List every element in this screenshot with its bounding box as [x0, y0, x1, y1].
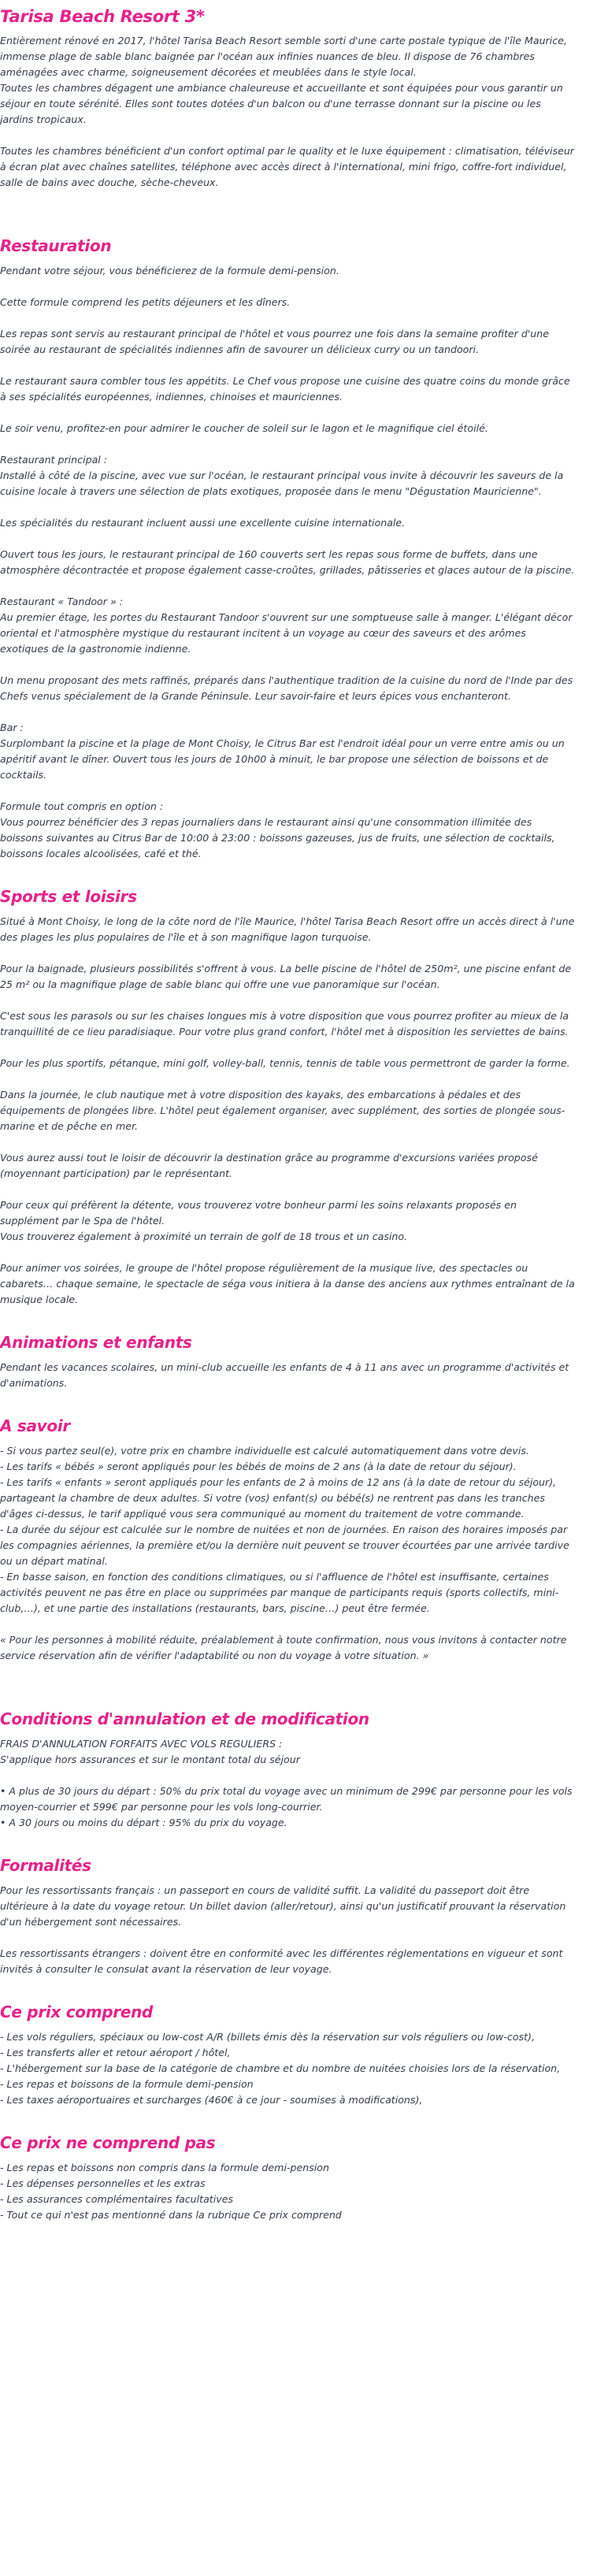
- savoir-section: [0, 1415, 575, 1664]
- restauration-paragraph: Les repas sont servis au restaurant principal de l'hôtel et vous pourrez une fois dans la semaine profiter d'une soirée au restaurant de spécialités indiennes afin de savourer un délicieux curry ou un tandoori.: [0, 328, 549, 355]
- sports-paragraph: Pour les plus sportifs, pétanque, mini golf, volley-ball, tennis, tennis de table vous permettront de garder la forme.: [0, 1057, 570, 1069]
- savoir-mobility-note: « Pour les personnes à mobilité réduite, préalablement à toute confirmation, nous vous invitons à contacter notre service réservation afin de vérifier l'adaptabilité ou non du voyage à votre situation. »: [0, 1634, 567, 1661]
- conditions-intro: FRAIS D'ANNULATION FORFAITS AVEC VOLS REGULIERS : S'applique hors assurances et sur le montant total du séjour: [0, 1738, 300, 1765]
- hotel-section: [0, 5, 575, 191]
- restauration-paragraph: Restaurant « Tandoor » : Au premier étage, les portes du Restaurant Tandoor s'ouvrent sur une somptueuse salle à manger. L'élégant décor oriental et l'atmosphère mystique du restaurant incitent à un voyage au cœur des saveurs et des arômes exotiques de la gastronomie indienne.: [0, 596, 573, 655]
- formalites-paragraph: Pour les ressortissants français : un passeport en cours de validité suffit. La validité du passeport doit être ultérieure à la date du voyage retour. Un billet davion (aller/retour), ainsi qu'un justificatif prouvant la réservation d'un hébergement sont nécessaires.: [0, 1884, 566, 1928]
- comprend-title: Ce prix comprend: [0, 2003, 154, 2021]
- restauration-paragraph: Restaurant principal : Installé à côté de la piscine, avec vue sur l'océan, le restaurant principal vous invite à découvrir les saveurs de la cuisine locale à travers une sélection de plats exotiques, proposée dans le menu "Dégustation Mauricienne".: [0, 454, 564, 497]
- conditions-list: • A plus de 30 jours du départ : 50% du prix total du voyage avec un minimum de 299€ par personne pour les vols moyen-courrier et 599€ par personne pour les vols long-courrier. • A 30 jours ou moins du départ : 95% du prix du voyage.: [0, 1785, 573, 1828]
- restauration-paragraph: Le soir venu, profitez-en pour admirer le coucher de soleil sur le lagon et le magnifique ciel étoilé.: [0, 422, 488, 434]
- ne-comprend-list: - Les repas et boissons non compris dans la formule demi-pension - Les dépenses personnelles et les extras - Les assurances complémentaires facultatives - Tout ce qui n'est pas mentionné dans la rubrique Ce prix comprend: [0, 2162, 342, 2221]
- sports-title: Sports et loisirs: [0, 887, 137, 906]
- sports-paragraph: Pour animer vos soirées, le groupe de l'hôtel propose régulièrement de la musique live, des spectacles ou cabarets… chaque semaine, le spectacle de séga vous initiera à la danse des anciens aux rythmes entraînant de la musique locale.: [0, 1262, 575, 1305]
- restauration-paragraph: Pendant votre séjour, vous bénéficierez de la formule demi-pension.: [0, 265, 339, 277]
- restauration-paragraph: Formule tout compris en option : Vous pourrez bénéficier des 3 repas journaliers dans le restaurant ainsi qu'une consommation illimitée des boissons suivantes au Citrus Bar de 10:00 à 23:00 : boissons gazeuses, jus de fruits, une sélection de cocktails, boissons locales alcoolisées, café et thé.: [0, 800, 555, 859]
- comprend-section: [0, 2001, 575, 2108]
- savoir-list: - Si vous partez seul(e), votre prix en chambre individuelle est calculé automatiquement dans votre devis. - Les tarifs « bébés » seront appliqués pour les bébés de moins de 2 ans (à la date de retour du séjour). - Les tarifs « enfants » seront appliqués pour les enfants de 2 à moins de 12 ans (à la date de retour du séjour), partageant la chambre de deux adultes. Si votre (vos) enfant(s) ou bébé(s) ne rentrent pas dans les tranches d'âges ci-dessus, le tarif appliqué vous sera communiqué au moment du traitement de votre commande. - La durée du séjour est calculée sur le nombre de nuitées et non de journées. En raison des horaires imposés par les compagnies aériennes, la première et/ou la dernière nuit peuvent se trouver écourtées par une arrivée tardive ou un départ matinal. - En basse saison, en fonction des conditions climatiques, ou si l'affluence de l'hôtel est insuffisante, certaines activités peuvent ne pas être en place ou supprimées par manque de participants requis (sports collectifs, mini-club,…), et une partie des installations (restaurants, bars, piscine…) peut être fermée.: [0, 1445, 569, 1614]
- restauration-paragraph: Un menu proposant des mets raffinés, préparés dans l'authentique tradition de la cuisine du nord de l'Inde par des Chefs venus spécialement de la Grande Péninsule. Leur savoir-faire et leurs épices vous enchanteront.: [0, 674, 573, 702]
- restauration-paragraph: Le restaurant saura combler tous les appétits. Le Chef vous propose une cuisine des quatre coins du monde grâce à ses spécialités européennes, indiennes, chinoises et mauriciennes.: [0, 375, 570, 403]
- sports-paragraph: C'est sous les parasols ou sur les chaises longues mis à votre disposition que vous pourrez profiter au mieux de la tranquillité de ce lieu paradisiaque. Pour votre plus grand confort, l'hôtel met à disposition les serviettes de bains.: [0, 1010, 569, 1037]
- animations-title: Animations et enfants: [0, 1333, 192, 1352]
- comprend-list: - Les vols réguliers, spéciaux ou low-cost A/R (billets émis dès la réservation sur vols réguliers ou low-cost), - Les transferts aller et retour aéroport / hôtel, - L'hébergement sur la base de la catégorie de chambre et du nombre de nuitées choisies lors de la réservation, - Les repas et boissons de la formule demi-pension - Les taxes aéroportuaires et surcharges (460€ à ce jour - soumises à modifications),: [0, 2031, 561, 2106]
- restauration-paragraph: Cette formule comprend les petits déjeuners et les dîners.: [0, 296, 291, 308]
- sports-paragraph: Situé à Mont Choisy, le long de la côte nord de l'île Maurice, l'hôtel Tarisa Beach Resort offre un accès direct à l'une des plages les plus populaires de l'île et à son magnifique lagon turquoise.: [0, 915, 575, 943]
- restauration-title: Restauration: [0, 236, 112, 255]
- hotel-title: Tarisa Beach Resort 3*: [0, 7, 205, 26]
- formalites-paragraph: Les ressortissants étrangers : doivent être en conformité avec les différentes réglementations en vigueur et sont invités à consulter le consulat avant la réservation de leur voyage.: [0, 1947, 563, 1975]
- savoir-title: A savoir: [0, 1416, 70, 1435]
- sports-paragraph: Pour la baignade, plusieurs possibilités s'offrent à vous. La belle piscine de l'hôtel de 250m², une piscine enfant de 25 m² ou la magnifique plage de sable blanc qui offre une vue panoramique sur l'océan.: [0, 963, 572, 990]
- ne-comprend-title: Ce prix ne comprend pas: [0, 2133, 216, 2152]
- animations-paragraph: Pendant les vacances scolaires, un mini-club accueille les enfants de 4 à 11 ans avec un programme d'activités et d'animations.: [0, 1361, 569, 1389]
- animations-section: [0, 1331, 575, 1391]
- sports-section: [0, 885, 575, 1308]
- conditions-section: [0, 1708, 575, 1831]
- restauration-section: [0, 235, 575, 862]
- formalites-title: Formalités: [0, 1856, 91, 1875]
- sports-paragraph: Vous aurez aussi tout le loisir de découvrir la destination grâce au programme d'excursions variées proposé (moyennant participation) par le représentant.: [0, 1152, 538, 1179]
- restauration-paragraph: Bar : Surplombant la piscine et la plage de Mont Choisy, le Citrus Bar est l'endroit idéal pour un verre entre amis ou un apéritif avant le dîner. Ouvert tous les jours de 10h00 à minuit, le bar propose une sélection de boissons et de cocktails.: [0, 722, 565, 781]
- formalites-section: [0, 1854, 575, 1977]
- hotel-equipment-paragraph: Toutes les chambres bénéficient d'un confort optimal par le quality et le luxe équipement : climatisation, téléviseur à écran plat avec chaînes satellites, téléphone avec accès direct à l'international, mini frigo, coffre-fort individuel, salle de bains avec douche, sèche-cheveux.: [0, 145, 574, 188]
- ne-comprend-section: [0, 2132, 575, 2223]
- restauration-paragraph: Les spécialités du restaurant incluent aussi une excellente cuisine internationale.: [0, 517, 406, 529]
- restauration-paragraph: Ouvert tous les jours, le restaurant principal de 160 couverts sert les repas sous forme de buffets, dans une atmosphère décontractée et propose également casse-croûtes, grillades, pâtisseries et glaces autour de la piscine.: [0, 548, 575, 576]
- sports-paragraph: Dans la journée, le club nautique met à votre disposition des kayaks, des embarcations à pédales et des équipements de plongées libre. L'hôtel peut également organiser, avec supplément, des sorties de plongée sous-marine et de pêche en mer.: [0, 1089, 565, 1132]
- hotel-intro-paragraph: Entièrement rénové en 2017, l'hôtel Tarisa Beach Resort semble sorti d'une carte postale typique de l'île Maurice, immense plage de sable blanc baignée par l'océan aux infinies nuances de bleu. Il dispose de 76 chambres aménagées avec charme, soigneusement décorées et meublées dans le style local. Toutes les chambres dégagent une ambiance chaleureuse et accueillante et sont équipées pour vous garantir un séjour en toute sérénité. Elles sont toutes dotées d'un balcon ou d'une terrasse donnant sur la piscine ou les jardins tropicaux.: [0, 35, 567, 125]
- conditions-title: Conditions d'annulation et de modification: [0, 1709, 369, 1728]
- sports-paragraph: Pour ceux qui préfèrent la détente, vous trouverez votre bonheur parmi les soins relaxants proposés en supplément par le Spa de l'hôtel. Vous trouverez également à proximité un terrain de golf de 18 trous et un casino.: [0, 1199, 517, 1242]
